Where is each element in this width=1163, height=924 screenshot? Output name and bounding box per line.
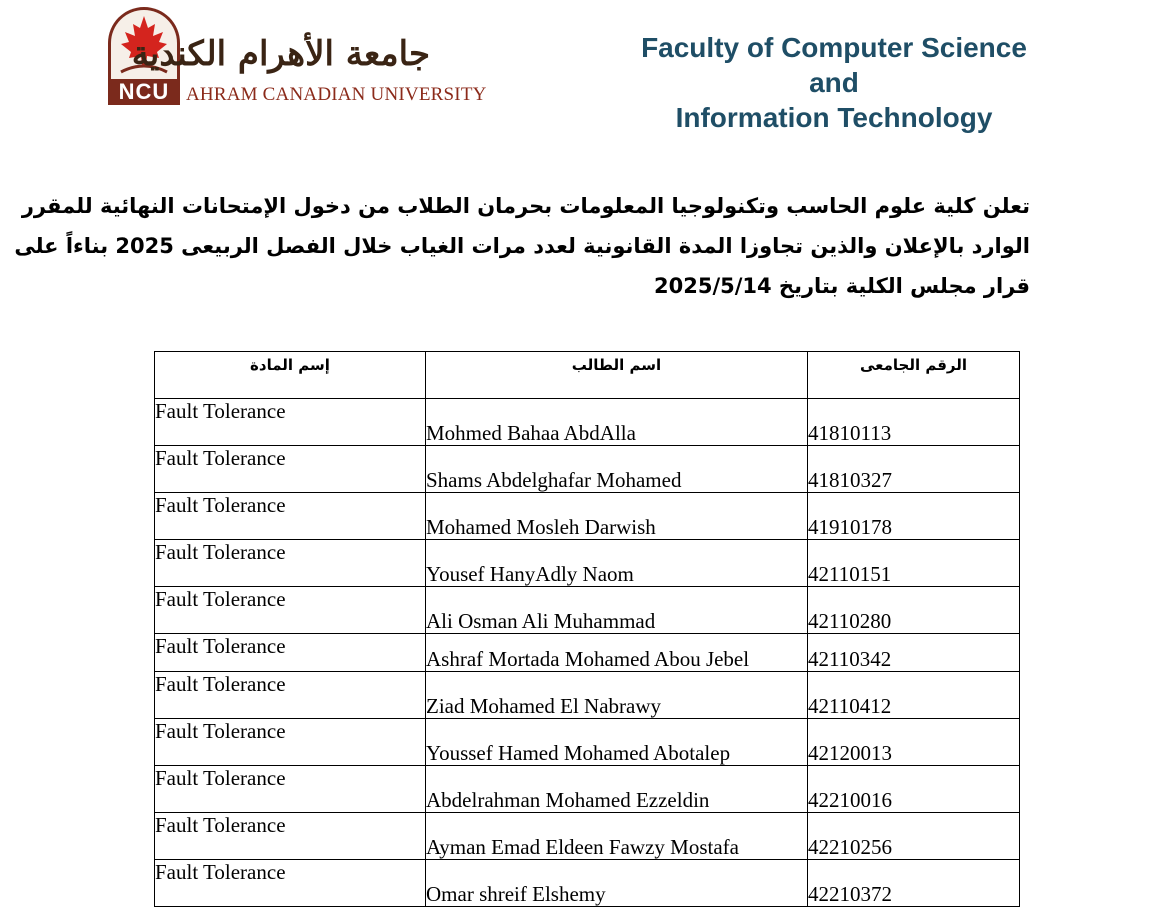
faculty-line-3: Information Technology bbox=[675, 102, 993, 133]
header-student-name: اسم الطالب bbox=[426, 352, 808, 399]
announcement-line-1: تعلن كلية علوم الحاسب وتكنولوجيا المعلومات بحرمان الطلاب من دخول الإمتحانات النهائية للمقرر bbox=[21, 194, 1030, 218]
course-cell: Fault Tolerance bbox=[155, 540, 426, 587]
table-row bbox=[155, 860, 1020, 907]
student-id-cell: 42210016 bbox=[808, 766, 1020, 813]
table-row bbox=[155, 493, 1020, 540]
table-row bbox=[155, 719, 1020, 766]
table-row bbox=[155, 446, 1020, 493]
course-cell: Fault Tolerance bbox=[155, 860, 426, 907]
students-table bbox=[154, 351, 1020, 907]
course-cell: Fault Tolerance bbox=[155, 493, 426, 540]
table-row bbox=[155, 587, 1020, 634]
table-row bbox=[155, 813, 1020, 860]
student-name-cell: Ayman Emad Eldeen Fawzy Mostafa bbox=[426, 813, 808, 860]
student-id-cell: 42110151 bbox=[808, 540, 1020, 587]
student-name-cell: Shams Abdelghafar Mohamed bbox=[426, 446, 808, 493]
student-name-cell: Ali Osman Ali Muhammad bbox=[426, 587, 808, 634]
student-name-cell: Mohamed Mosleh Darwish bbox=[426, 493, 808, 540]
header-course: إسم المادة bbox=[155, 352, 426, 399]
announcement-text bbox=[14, 186, 1030, 306]
header-student-id: الرقم الجامعى bbox=[808, 352, 1020, 399]
logo-arabic-name: جامعة الأهرام الكندية bbox=[131, 34, 430, 74]
student-id-cell: 41810327 bbox=[808, 446, 1020, 493]
table-row bbox=[155, 672, 1020, 719]
table-row bbox=[155, 766, 1020, 813]
course-cell: Fault Tolerance bbox=[155, 813, 426, 860]
announcement-line-3: قرار مجلس الكلية بتاريخ 2025/5/14 bbox=[654, 274, 1030, 298]
table-header-row bbox=[155, 352, 1020, 399]
faculty-line-2: and bbox=[809, 67, 859, 98]
student-name-cell: Mohmed Bahaa AbdAlla bbox=[426, 399, 808, 446]
ncu-abbreviation: NCU bbox=[118, 79, 170, 104]
student-name-cell: Youssef Hamed Mohamed Abotalep bbox=[426, 719, 808, 766]
student-name-cell: Yousef HanyAdly Naom bbox=[426, 540, 808, 587]
table-row bbox=[155, 399, 1020, 446]
student-id-cell: 42110412 bbox=[808, 672, 1020, 719]
course-cell: Fault Tolerance bbox=[155, 399, 426, 446]
student-id-cell: 42210372 bbox=[808, 860, 1020, 907]
course-cell: Fault Tolerance bbox=[155, 672, 426, 719]
table-row bbox=[155, 634, 1020, 672]
student-id-cell: 42120013 bbox=[808, 719, 1020, 766]
student-name-cell: Abdelrahman Mohamed Ezzeldin bbox=[426, 766, 808, 813]
ncu-badge bbox=[108, 79, 180, 105]
student-id-cell: 42110342 bbox=[808, 634, 1020, 672]
student-name-cell: Omar shreif Elshemy bbox=[426, 860, 808, 907]
course-cell: Fault Tolerance bbox=[155, 587, 426, 634]
university-logo bbox=[108, 7, 487, 107]
student-name-cell: Ashraf Mortada Mohamed Abou Jebel bbox=[426, 634, 808, 672]
student-id-cell: 42110280 bbox=[808, 587, 1020, 634]
student-id-cell: 41910178 bbox=[808, 493, 1020, 540]
student-id-cell: 41810113 bbox=[808, 399, 1020, 446]
faculty-line-1: Faculty of Computer Science bbox=[641, 32, 1027, 63]
course-cell: Fault Tolerance bbox=[155, 634, 426, 672]
course-cell: Fault Tolerance bbox=[155, 446, 426, 493]
course-cell: Fault Tolerance bbox=[155, 719, 426, 766]
announcement-line-2: الوارد بالإعلان والذين تجاوزا المدة القانونية لعدد مرات الغياب خلال الفصل الربيعى 2025 بناءاً على bbox=[14, 234, 1030, 258]
course-cell: Fault Tolerance bbox=[155, 766, 426, 813]
student-name-cell: Ziad Mohamed El Nabrawy bbox=[426, 672, 808, 719]
faculty-header bbox=[604, 30, 1064, 135]
table-row bbox=[155, 540, 1020, 587]
logo-english-name: AHRAM CANADIAN UNIVERSITY bbox=[186, 84, 487, 105]
student-id-cell: 42210256 bbox=[808, 813, 1020, 860]
